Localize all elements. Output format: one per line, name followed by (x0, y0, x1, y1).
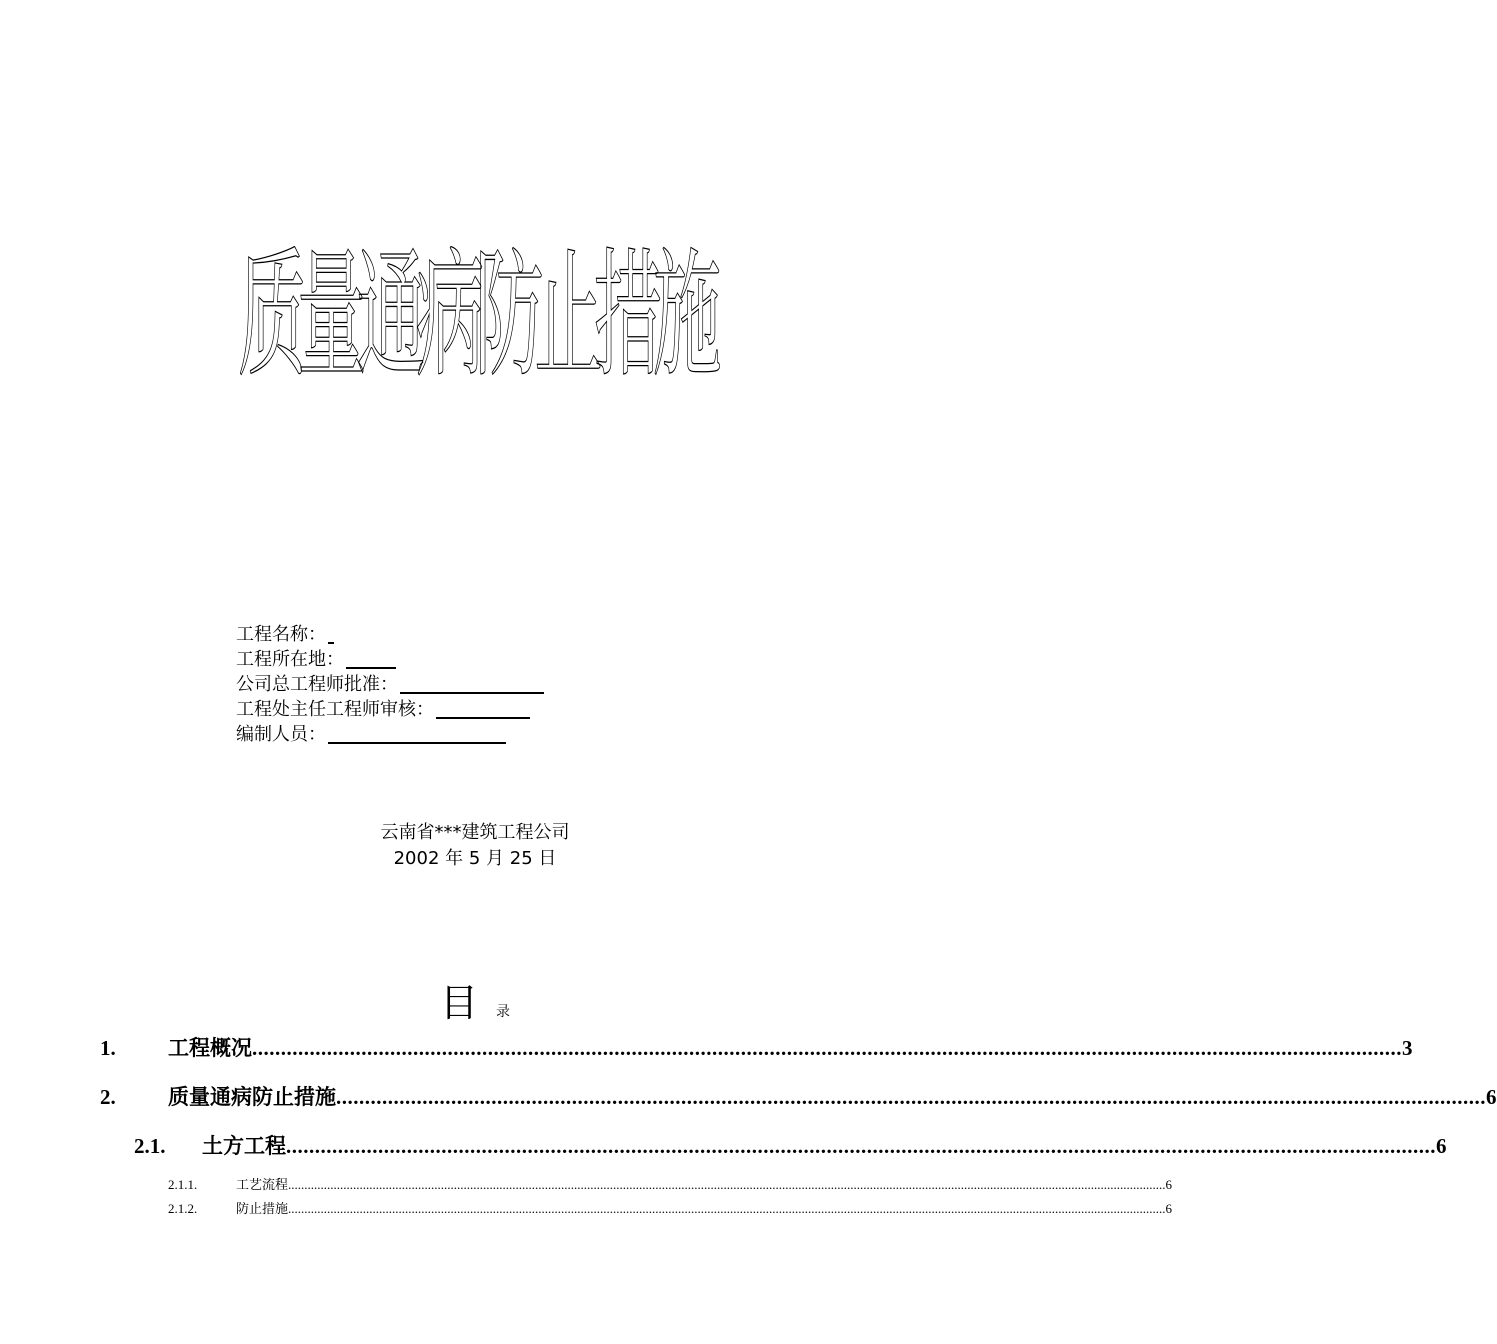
project-location-line (236, 647, 544, 672)
toc-leader-dots: ........................................................................................................................................................................................................ (252, 1036, 1402, 1060)
toc-entry-page: 6 (1436, 1134, 1447, 1158)
toc-heading-big: 目 (439, 981, 478, 1025)
toc-entry-number: 2.1. (134, 1134, 166, 1158)
company-block (0, 820, 950, 872)
chief-engineer-line (236, 672, 544, 697)
toc-entry-page: 6 (1165, 1177, 1173, 1192)
office-engineer-label: 工程处主任工程师审核： (236, 699, 434, 720)
project-location-blank (346, 649, 396, 669)
toc-entry-number: 2.1.2. (168, 1201, 198, 1216)
toc-entry-number: 2. (100, 1085, 116, 1109)
compiler-line (236, 722, 544, 747)
document-title: 质量通病防止措施 (237, 235, 713, 397)
toc-entry-text: 工程概况 (168, 1036, 252, 1060)
project-name-line (236, 622, 544, 647)
toc-leader-dots: .............................................................................................................................................................................................................................................................................. (288, 1177, 1166, 1192)
toc-entry-number: 1. (100, 1036, 116, 1060)
toc-entry-number: 2.1.1. (168, 1177, 198, 1192)
toc-entry-page: 3 (1402, 1036, 1413, 1060)
toc-heading (0, 972, 950, 1027)
document-date: 2002 年 5 月 25 日 (393, 848, 557, 869)
chief-engineer-blank (400, 674, 544, 694)
toc-entry-page: 6 (1486, 1085, 1497, 1109)
toc-heading-small: 录 (496, 1004, 510, 1020)
toc-entry-2-1[interactable] (134, 1130, 1447, 1160)
toc-entry-text: 防止措施 (236, 1202, 289, 1217)
toc-entry-1[interactable] (100, 1032, 1413, 1062)
office-engineer-blank (436, 699, 530, 719)
toc-entry-2-1-2[interactable] (168, 1198, 1173, 1217)
toc-entry-page: 6 (1165, 1201, 1173, 1216)
project-name-blank (328, 624, 334, 644)
title-area (0, 0, 950, 420)
toc-leader-dots: .............................................................................................................................................................................................................................................................................. (288, 1201, 1166, 1216)
toc-entry-text: 工艺流程 (236, 1178, 289, 1193)
toc-entry-2[interactable] (100, 1081, 1497, 1111)
toc-entry-text: 土方工程 (202, 1134, 286, 1158)
compiler-blank (328, 724, 506, 744)
toc-leader-dots: ........................................................................................................................................................................................................ (336, 1085, 1486, 1109)
office-engineer-line (236, 697, 544, 722)
toc-entry-2-1-1[interactable] (168, 1174, 1173, 1193)
project-location-label: 工程所在地： (236, 649, 344, 670)
chief-engineer-label: 公司总工程师批准： (236, 674, 398, 695)
company-name: 云南省***建筑工程公司 (380, 822, 570, 843)
toc-leader-dots: ........................................................................................................................................................................................................ (286, 1134, 1436, 1158)
toc-entry-text: 质量通病防止措施 (168, 1085, 336, 1109)
project-name-label: 工程名称： (236, 624, 326, 645)
compiler-label: 编制人员： (236, 724, 326, 745)
project-info-block (236, 622, 544, 747)
